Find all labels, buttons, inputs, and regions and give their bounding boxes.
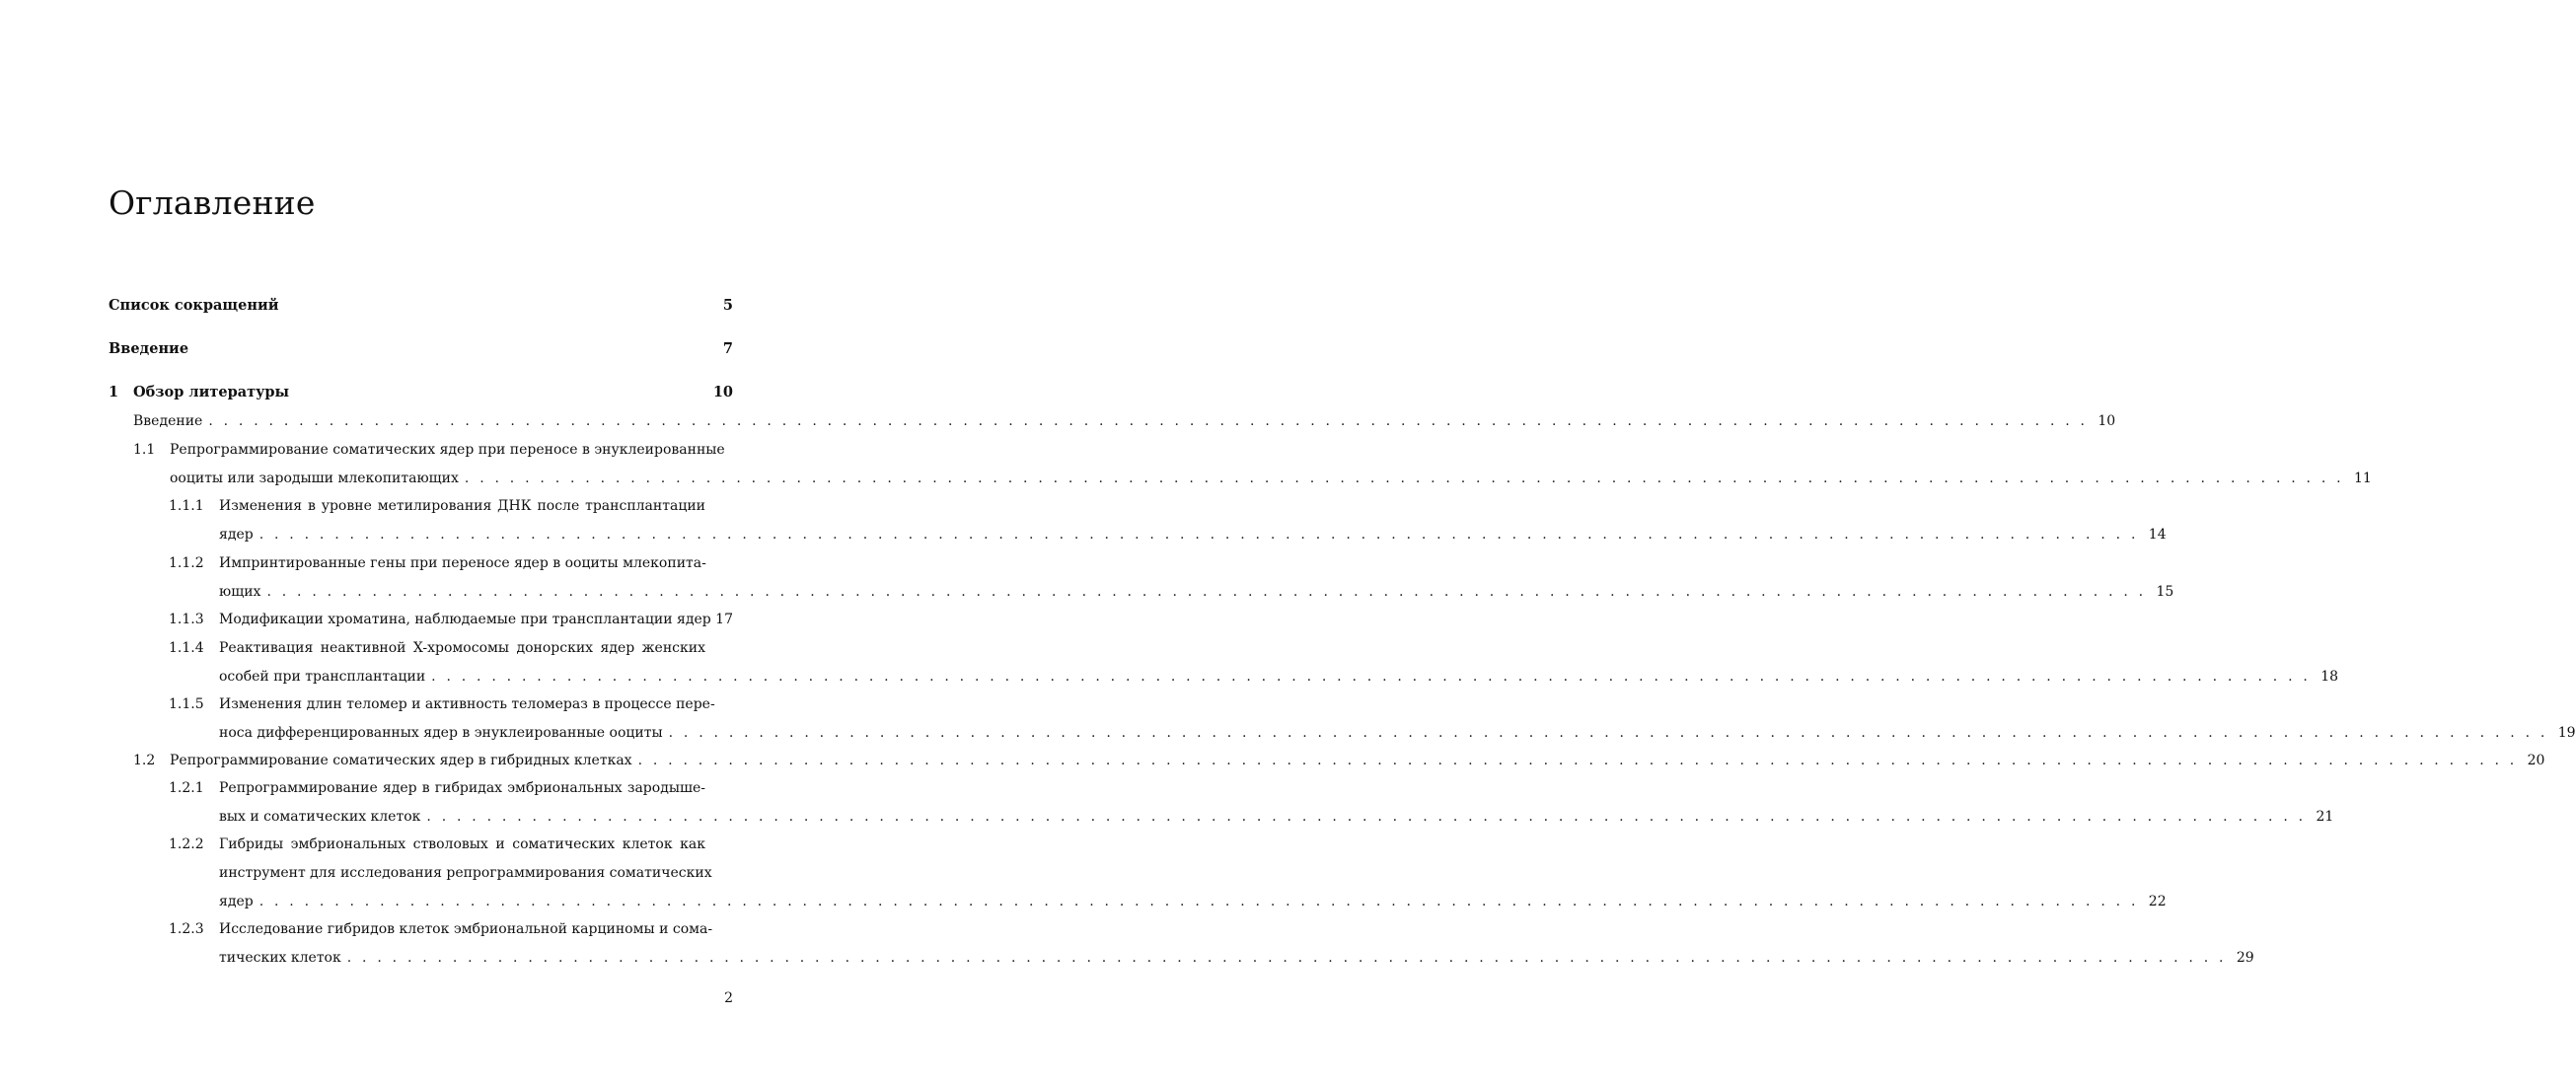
toc-entry-label-line2: ядер [219,527,254,543]
toc-entry-label-line2: вых и соматических клеток [219,809,421,825]
toc-entry-label: Введение [133,413,203,429]
toc-page-number: 10 [2098,413,2116,429]
toc-entry-label: Модификации хроматина, наблюдаемые при трансплантации ядер [219,612,711,627]
toc-subsection-1-1-5[interactable] [169,694,2576,743]
toc-page-number: 19 [2557,725,2576,741]
toc-section-number: 1.1.5 [169,696,204,712]
toc-entry-label-line2: особей при трансплантации [219,669,426,685]
toc-chapter-1[interactable] [109,383,733,402]
toc-page-number: 21 [2316,809,2334,825]
toc-entry-label: Список сокращений [109,297,279,314]
toc-leader-dots [259,892,2139,911]
toc-entry-label: Введение [109,340,189,357]
toc-entry-label-line1: Реактивация неактивной X-хромосомы донорских ядер женских [219,640,705,656]
toc-entry-label-line2: носа дифференцированных ядер в энуклеированные ооциты [219,725,663,741]
toc-section-number: 1.1 [133,442,156,458]
toc-section-number: 1.1.4 [169,640,204,656]
toc-page-number: 22 [2148,894,2167,909]
toc-leader-dots [347,948,2227,968]
toc-chapter-number: 1 [109,384,119,400]
toc-page-number: 29 [2236,950,2254,966]
toc-subsection-1-2-3[interactable] [169,919,2254,968]
toc-entry-label-line-middle: инструмент для исследования репрограммирования соматических [219,865,712,881]
toc-section-number: 1.1.1 [169,498,204,514]
toc-leader-dots [638,751,2518,770]
toc-page-number: 11 [2353,471,2372,486]
toc-entry-label-line2: тических клеток [219,950,341,966]
toc-entry-label-line1: Исследование гибридов клеток эмбриональной карциномы и сома- [219,921,713,937]
toc-subsection-1-1-2[interactable] [169,553,2174,602]
toc-entry-label-line2: ооциты или зародыши млекопитающих [170,471,459,486]
toc-leader-dots [465,469,2344,488]
toc-page-number: 17 [715,612,733,627]
toc-subsection-1-1-1[interactable] [169,496,2167,544]
toc-page-number: 20 [2527,753,2545,768]
toc-page-number: 5 [722,297,733,314]
toc-section-number: 1.2 [133,753,156,768]
toc-section-number: 1.1.3 [169,612,204,627]
toc-entry-abbreviations[interactable] [109,296,733,316]
toc-page-number: 14 [2148,527,2167,543]
toc-leader-dots [208,411,2088,431]
toc-entry-introduction[interactable] [109,339,733,359]
toc-section-1-2[interactable] [133,751,2545,770]
toc-entry-label: Обзор литературы [133,384,290,400]
toc-section-number: 1.1.2 [169,555,204,571]
page-number: 2 [724,990,733,1006]
toc-subsection-1-1-3[interactable] [169,610,733,629]
toc-page-number: 7 [722,340,733,357]
toc-entry-label-line1: Импринтированные гены при переносе ядер в ооциты млекопита- [219,555,706,571]
toc-leader-dots [669,723,2548,743]
toc-leader-dots [259,525,2139,544]
toc-subsection-1-2-2[interactable] [169,835,2167,911]
toc-entry-label-line1: Репрограммирование соматических ядер при переносе в энуклеированные [170,442,725,458]
toc-entry-label-line3: ядер [219,894,254,909]
toc-leader-dots [426,807,2306,827]
toc-entry-label: Репрограммирование соматических ядер в гибридных клетках [170,753,632,768]
toc-entry-label-line1: Репрограммирование ядер в гибридах эмбриональных зародыше- [219,780,705,796]
toc-page-number: 15 [2156,584,2174,600]
toc-page-number: 10 [712,384,733,400]
toc-section-number: 1.2.3 [169,921,204,937]
toc-leader-dots [266,582,2146,602]
toc-entry-label-line1: Гибриды эмбриональных стволовых и соматических клеток как [219,836,705,852]
toc-subsection-1-2-1[interactable] [169,778,2334,827]
toc-entry-label-line1: Изменения в уровне метилирования ДНК после трансплантации [219,498,705,514]
toc-section-number: 1.2.2 [169,836,204,852]
toc-page-number: 18 [2320,669,2339,685]
toc-subsection-1-1-4[interactable] [169,638,2339,687]
toc-section-number: 1.2.1 [169,780,204,796]
page-title: Оглавление [109,183,316,222]
toc-entry-chapter-intro[interactable] [133,411,2116,431]
toc-leader-dots [431,667,2311,687]
toc-entry-label-line2: ющих [219,584,261,600]
toc-section-1-1[interactable] [133,440,2372,488]
toc-entry-label-line1: Изменения длин теломер и активность теломераз в процессе пере- [219,696,715,712]
